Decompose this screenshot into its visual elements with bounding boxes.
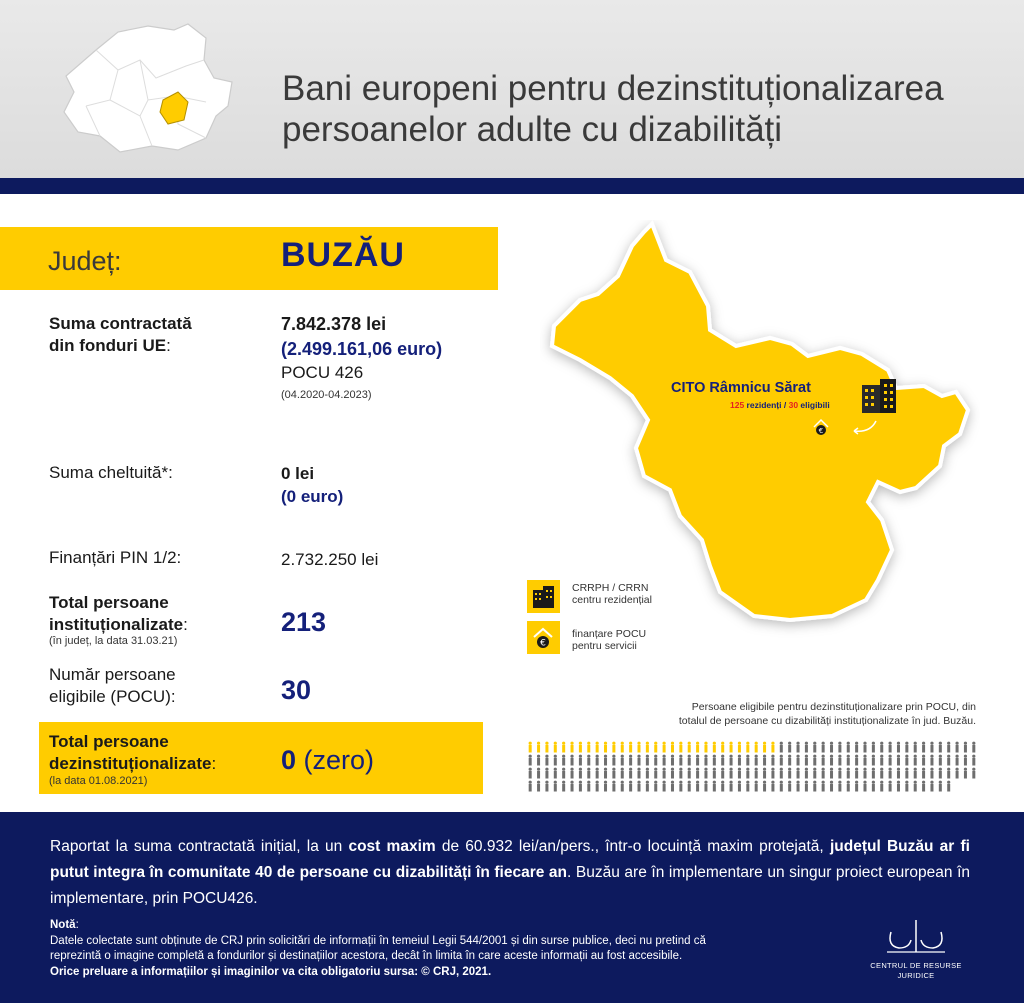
person-institutionalized [880,768,883,779]
person-institutionalized [947,768,950,779]
program-code: POCU 426 [281,363,364,382]
person-institutionalized [939,755,942,766]
person-institutionalized [822,755,825,766]
institutionalized-label [49,592,188,636]
person-institutionalized [805,768,808,779]
crj-logo-icon [883,918,949,956]
person-eligible [738,742,741,753]
institutionalized-value: 213 [281,607,327,637]
eligible-label-line2: eligibile (POCU): [49,687,176,706]
institutionalized-label-colon: : [183,615,188,634]
person-institutionalized [955,755,958,766]
person-eligible [529,742,532,753]
person-institutionalized [863,781,866,792]
person-institutionalized [696,768,699,779]
deinstitutionalized-note: (la data 01.08.2021) [49,775,148,787]
person-institutionalized [847,768,850,779]
person-institutionalized [914,768,917,779]
header-divider [0,178,1024,194]
person-institutionalized [579,781,582,792]
person-institutionalized [570,755,573,766]
person-institutionalized [788,781,791,792]
legend-item2-line1: finanțare POCU [572,628,647,640]
person-eligible [596,742,599,753]
logo-line2: JURIDICE [897,971,935,980]
person-institutionalized [947,742,950,753]
note-line2: reprezintă o imagine completă a fondurilor și destinațiilor acestora, decât în limita în care aceste informații au fost accesibile. [50,950,683,962]
person-institutionalized [955,742,958,753]
deinst-label-line1: Total persoane [49,732,169,751]
person-institutionalized [654,768,657,779]
person-institutionalized [872,768,875,779]
person-institutionalized [796,781,799,792]
person-institutionalized [679,781,682,792]
person-institutionalized [537,768,540,779]
person-eligible [721,742,724,753]
person-institutionalized [729,755,732,766]
svg-text:€: € [818,427,824,435]
eligible-count: 30 [788,400,799,410]
svg-text:€: € [540,638,546,649]
person-institutionalized [847,781,850,792]
logo-line1: CENTRUL DE RESURSE [870,961,962,970]
person-institutionalized [964,768,967,779]
footer-p5: . Buzău are în implementare un singur proiect european în implementare, prin POCU426. [50,864,971,907]
contracted-label [49,313,192,357]
person-institutionalized [738,768,741,779]
person-institutionalized [621,781,624,792]
note-line1: Datele colectate sunt obținute de CRJ prin solicitări de informații în temeiul Legii 544/2001 și din surse publice, deci nu pretind că [50,934,706,947]
person-eligible [713,742,716,753]
legend-building-icon [527,580,560,613]
pin-label: Finanțări PIN 1/2: [49,548,182,567]
person-institutionalized [780,768,783,779]
person-institutionalized [872,742,875,753]
person-institutionalized [838,768,841,779]
person-institutionalized [771,755,774,766]
person-eligible [579,742,582,753]
people-caption-line1: Persoane eligibile pentru dezinstituționalizare prin POCU, din [691,701,976,713]
person-eligible [570,742,573,753]
person-institutionalized [671,781,674,792]
contracted-label-line1: Suma contractată [49,314,192,333]
person-institutionalized [713,768,716,779]
person-institutionalized [930,755,933,766]
legend-item2-line2: pentru servicii [572,640,637,652]
deinst-value-number: 0 [281,745,297,775]
person-institutionalized [604,768,607,779]
person-institutionalized [663,768,666,779]
person-institutionalized [905,755,908,766]
person-institutionalized [545,768,548,779]
person-institutionalized [587,755,590,766]
people-pictogram-chart [526,741,978,793]
person-institutionalized [889,742,892,753]
person-institutionalized [596,768,599,779]
person-institutionalized [696,781,699,792]
people-caption-line2: totalul de persoane cu dizabilități instituționalizate în jud. Buzău. [678,715,976,727]
person-institutionalized [763,768,766,779]
legend-item1-line2: centru rezidențial [572,594,652,606]
deinst-value-suffix: (zero) [296,745,375,775]
contracted-label-colon: : [166,336,171,355]
legend-euro-house-icon [527,621,560,654]
person-institutionalized [947,781,950,792]
person-eligible [629,742,632,753]
person-institutionalized [637,768,640,779]
person-institutionalized [562,755,565,766]
person-institutionalized [964,742,967,753]
person-institutionalized [872,755,875,766]
person-institutionalized [621,755,624,766]
center-name: CITO Râmnicu Sărat [671,380,811,396]
deinst-label-line2: dezinstituționalizate [49,754,212,773]
person-institutionalized [813,755,816,766]
person-institutionalized [529,768,532,779]
person-institutionalized [654,755,657,766]
person-institutionalized [755,768,758,779]
person-institutionalized [604,781,607,792]
person-institutionalized [596,781,599,792]
person-institutionalized [880,742,883,753]
person-institutionalized [922,768,925,779]
person-institutionalized [855,781,858,792]
person-institutionalized [629,755,632,766]
person-institutionalized [763,781,766,792]
person-institutionalized [671,768,674,779]
person-institutionalized [788,768,791,779]
title-line-1: Bani europeni pentru dezinstituționalizarea [282,69,944,108]
person-institutionalized [721,768,724,779]
institutionalized-label-line2: instituționalizate [49,615,184,634]
person-institutionalized [554,781,557,792]
person-institutionalized [529,755,532,766]
person-institutionalized [939,742,942,753]
person-institutionalized [679,755,682,766]
person-institutionalized [788,755,791,766]
romania-map-icon [56,20,238,164]
person-institutionalized [738,781,741,792]
person-eligible [587,742,590,753]
person-institutionalized [922,781,925,792]
deinstitutionalized-label [49,731,216,775]
person-institutionalized [663,755,666,766]
residents-count: 125 [730,400,745,410]
spent-label: Suma cheltuită*: [49,463,173,482]
program-period: (04.2020-04.2023) [281,389,372,401]
person-institutionalized [780,742,783,753]
person-institutionalized [537,755,540,766]
person-institutionalized [654,781,657,792]
person-institutionalized [729,768,732,779]
person-institutionalized [939,768,942,779]
contracted-label-line2: din fonduri UE [49,336,167,355]
legend-item1-line1: CRRPH / CRRN [572,582,649,594]
person-institutionalized [771,781,774,792]
person-institutionalized [579,768,582,779]
person-eligible [646,742,649,753]
person-institutionalized [855,742,858,753]
person-institutionalized [704,768,707,779]
person-institutionalized [838,755,841,766]
person-institutionalized [914,781,917,792]
person-institutionalized [813,781,816,792]
eligible-label [49,664,176,708]
title-line-2: persoanelor adulte cu dizabilități [282,110,783,149]
person-institutionalized [637,755,640,766]
person-institutionalized [579,755,582,766]
euro-house-icon [810,415,880,439]
person-institutionalized [646,755,649,766]
person-institutionalized [713,781,716,792]
person-institutionalized [612,755,615,766]
person-institutionalized [529,781,532,792]
person-institutionalized [796,755,799,766]
person-institutionalized [872,781,875,792]
person-institutionalized [738,755,741,766]
person-institutionalized [796,768,799,779]
person-institutionalized [863,742,866,753]
person-eligible [746,742,749,753]
person-institutionalized [780,755,783,766]
person-eligible [604,742,607,753]
person-institutionalized [562,768,565,779]
footer-p4: județul Buzău ar fi putut integra în comunitate 40 de persoane cu dizabilități în fiecare an [50,838,970,881]
person-institutionalized [554,755,557,766]
person-institutionalized [729,781,732,792]
person-institutionalized [939,781,942,792]
person-eligible [612,742,615,753]
person-institutionalized [905,768,908,779]
person-institutionalized [763,755,766,766]
person-institutionalized [688,755,691,766]
person-institutionalized [838,742,841,753]
person-institutionalized [805,755,808,766]
person-institutionalized [855,755,858,766]
legend-item-funding [572,628,646,652]
person-institutionalized [830,742,833,753]
person-institutionalized [972,768,975,779]
person-institutionalized [746,755,749,766]
person-eligible [729,742,732,753]
people-chart-caption [520,700,976,728]
person-institutionalized [537,781,540,792]
person-eligible [679,742,682,753]
person-institutionalized [679,768,682,779]
person-institutionalized [830,768,833,779]
person-institutionalized [713,755,716,766]
person-institutionalized [612,768,615,779]
person-institutionalized [746,781,749,792]
person-eligible [696,742,699,753]
person-institutionalized [621,768,624,779]
person-institutionalized [562,781,565,792]
person-institutionalized [955,768,958,779]
person-institutionalized [696,755,699,766]
person-eligible [654,742,657,753]
person-institutionalized [805,781,808,792]
legend-item-residential [572,582,652,606]
person-eligible [637,742,640,753]
eligible-label-line1: Număr persoane [49,665,176,684]
note-line3: Orice preluare a informațiilor și imaginilor va cita obligatoriu sursa: © CRJ, 2021. [50,965,492,978]
person-institutionalized [847,755,850,766]
person-institutionalized [830,781,833,792]
person-institutionalized [847,742,850,753]
person-institutionalized [646,781,649,792]
pin-value: 2.732.250 lei [281,550,379,569]
person-institutionalized [604,755,607,766]
deinstitutionalized-value [281,744,374,776]
person-institutionalized [914,742,917,753]
person-institutionalized [889,768,892,779]
person-institutionalized [863,755,866,766]
eligible-value: 30 [281,675,312,705]
residents-label: rezidenți / [744,400,789,410]
person-institutionalized [972,755,975,766]
person-institutionalized [755,781,758,792]
contracted-euro: (2.499.161,06 euro) [281,339,443,359]
county-name: BUZĂU [281,236,405,274]
person-institutionalized [822,742,825,753]
person-institutionalized [704,781,707,792]
footer-summary [50,834,970,912]
person-institutionalized [930,768,933,779]
person-institutionalized [813,768,816,779]
person-institutionalized [830,755,833,766]
person-institutionalized [545,755,548,766]
person-institutionalized [637,781,640,792]
person-institutionalized [570,768,573,779]
person-institutionalized [646,768,649,779]
person-institutionalized [596,755,599,766]
note-colon: : [75,919,79,931]
person-institutionalized [914,755,917,766]
person-institutionalized [922,742,925,753]
person-institutionalized [721,781,724,792]
person-institutionalized [805,742,808,753]
footer-p3: de 60.932 lei/an/pers., într-o locuință maxim protejată, [435,838,830,855]
person-eligible [755,742,758,753]
person-institutionalized [905,742,908,753]
footer-p1: Raportat la suma contractată inițial, la un [50,838,349,855]
institutionalized-note: (în județ, la data 31.03.21) [49,635,178,647]
person-institutionalized [897,742,900,753]
person-institutionalized [880,755,883,766]
eligible-label-map: eligibili [798,400,830,410]
person-eligible [554,742,557,753]
person-institutionalized [947,755,950,766]
person-eligible [537,742,540,753]
person-institutionalized [796,742,799,753]
center-stats [730,400,830,410]
person-institutionalized [663,781,666,792]
institutionalized-label-line1: Total persoane [49,593,169,612]
person-institutionalized [788,742,791,753]
spent-euro: (0 euro) [281,487,344,506]
person-institutionalized [587,781,590,792]
footer-p2: cost maxim [348,838,436,855]
person-institutionalized [612,781,615,792]
crj-logo [866,918,966,988]
person-institutionalized [688,781,691,792]
person-institutionalized [905,781,908,792]
person-institutionalized [721,755,724,766]
building-icon [860,375,900,415]
person-eligible [763,742,766,753]
person-institutionalized [897,768,900,779]
person-institutionalized [972,742,975,753]
person-institutionalized [629,781,632,792]
person-institutionalized [897,755,900,766]
person-institutionalized [838,781,841,792]
person-institutionalized [780,781,783,792]
person-institutionalized [880,781,883,792]
person-institutionalized [897,781,900,792]
person-eligible [621,742,624,753]
person-institutionalized [671,755,674,766]
note-title: Notă [50,919,76,931]
person-institutionalized [545,781,548,792]
person-institutionalized [570,781,573,792]
spent-lei: 0 lei [281,464,315,483]
person-institutionalized [964,755,967,766]
person-eligible [771,742,774,753]
person-institutionalized [889,781,892,792]
person-institutionalized [688,768,691,779]
person-institutionalized [746,768,749,779]
deinst-label-colon: : [211,754,217,773]
person-institutionalized [704,755,707,766]
person-eligible [671,742,674,753]
person-institutionalized [889,755,892,766]
person-institutionalized [855,768,858,779]
footer [0,812,1024,1003]
person-institutionalized [822,781,825,792]
county-label: Județ: [48,246,122,276]
person-institutionalized [930,781,933,792]
person-institutionalized [930,742,933,753]
person-eligible [545,742,548,753]
header [0,0,1024,178]
person-institutionalized [587,768,590,779]
person-institutionalized [629,768,632,779]
person-institutionalized [863,768,866,779]
person-eligible [663,742,666,753]
footer-note [50,918,850,980]
person-institutionalized [922,755,925,766]
person-institutionalized [813,742,816,753]
person-institutionalized [771,768,774,779]
person-institutionalized [822,768,825,779]
person-eligible [562,742,565,753]
page-title [282,68,1002,150]
contracted-lei: 7.842.378 lei [281,314,387,334]
person-eligible [688,742,691,753]
person-institutionalized [755,755,758,766]
person-institutionalized [554,768,557,779]
person-eligible [704,742,707,753]
